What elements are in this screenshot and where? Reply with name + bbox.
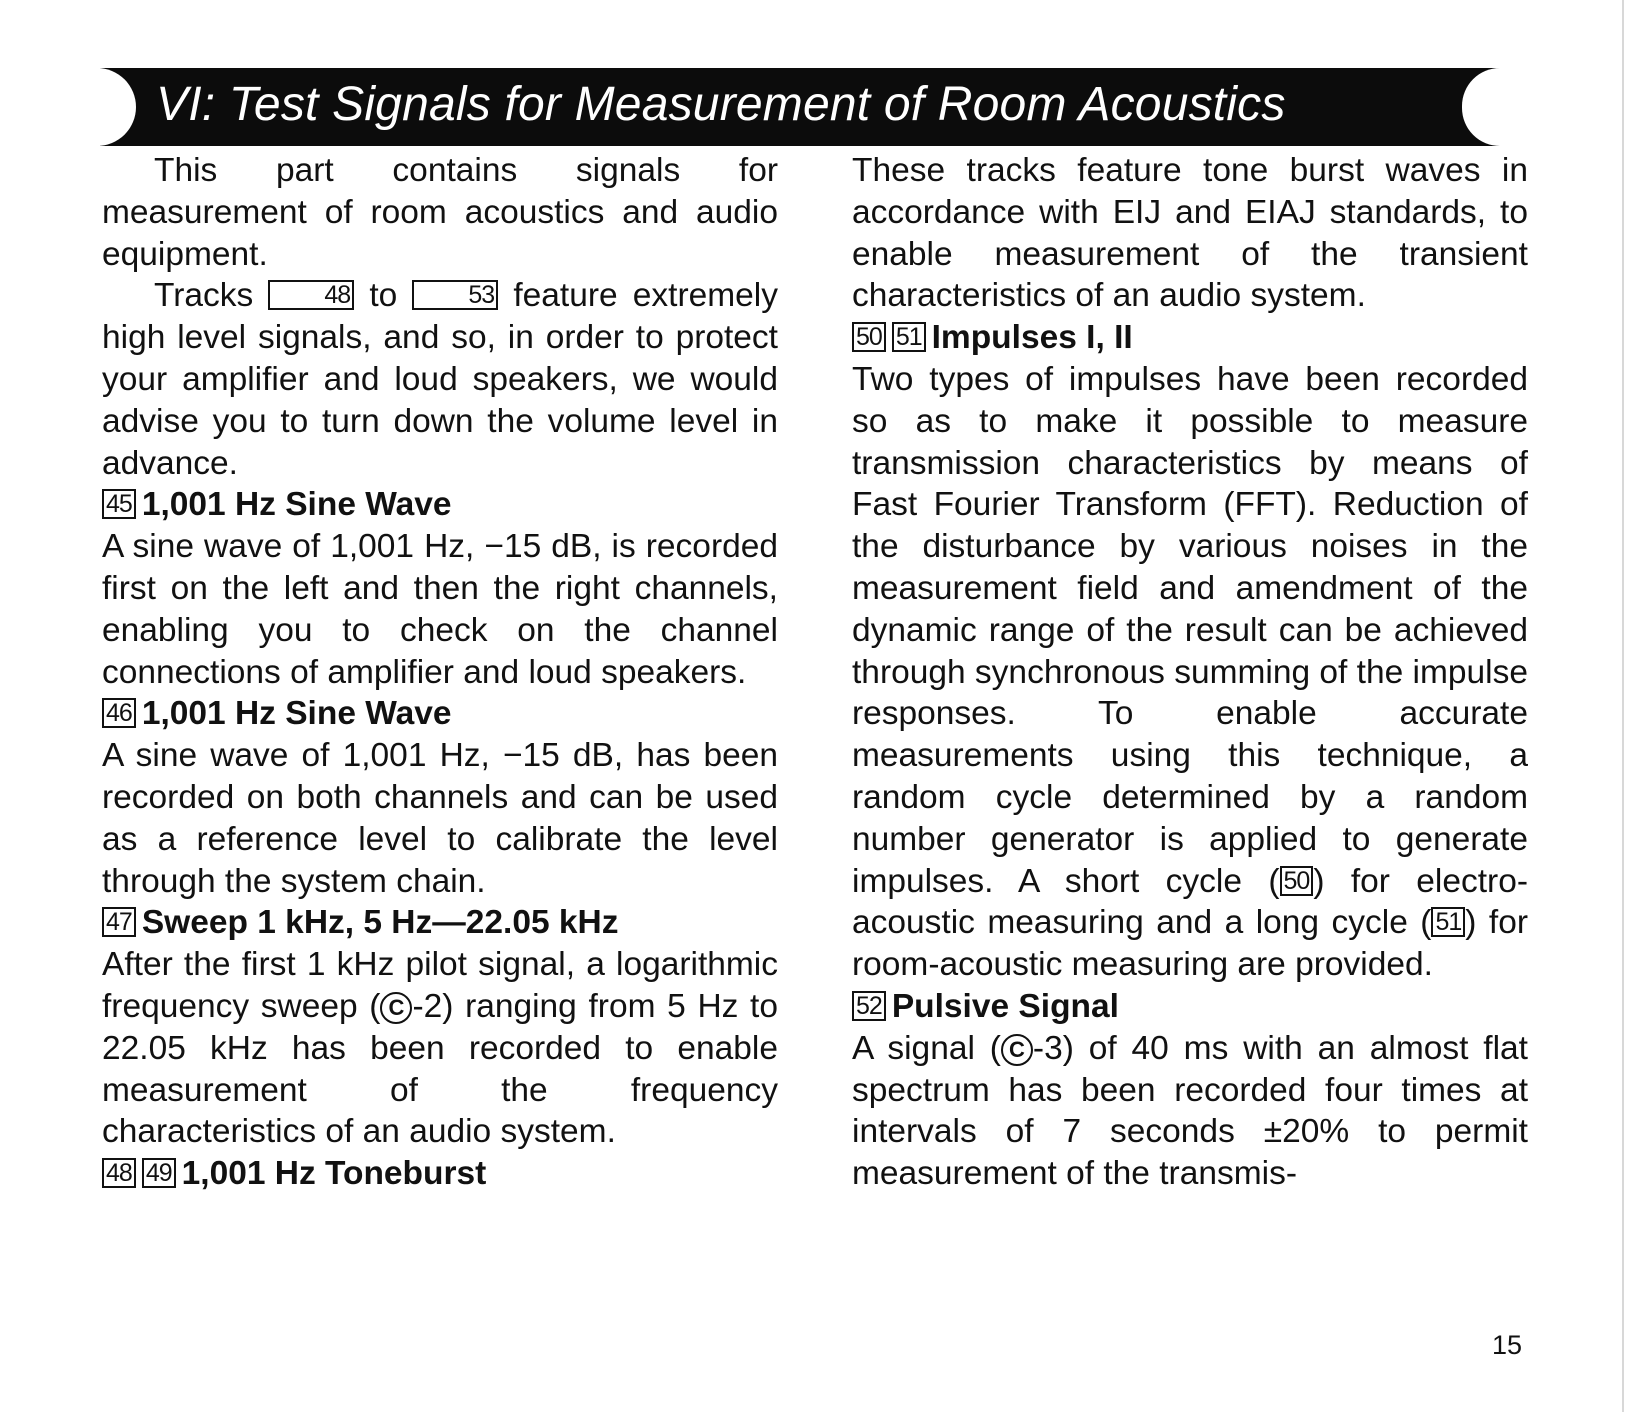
section-banner xyxy=(100,68,1500,146)
scan-edge-line xyxy=(1622,0,1624,1412)
section-heading-48-49 xyxy=(102,1153,778,1195)
section-heading-text: 1,001 Hz Sine Wave xyxy=(141,486,452,524)
track-number-box: 47 xyxy=(102,907,136,937)
track-number-box: 48 xyxy=(102,1158,136,1188)
section-heading-46 xyxy=(102,693,778,735)
section-body-50-51 xyxy=(852,359,1528,986)
track-number-box: 46 xyxy=(102,698,136,728)
section-body-45: A sine wave of 1,001 Hz, −15 dB, is recorded first on the left and then the right channels, enabling you to check on the channel connections of amplifier and loud speakers. xyxy=(102,528,778,691)
left-column xyxy=(102,150,778,1195)
section-heading-text: 1,001 Hz Sine Wave xyxy=(141,695,452,733)
track-number-box: 49 xyxy=(142,1158,176,1188)
section-heading-45 xyxy=(102,484,778,526)
track-number-box: 52 xyxy=(852,991,886,1021)
section-title: VI: Test Signals for Measurement of Room Acoustics xyxy=(156,78,1286,131)
section-heading-47 xyxy=(102,902,778,944)
section-heading-text: 1,001 Hz Toneburst xyxy=(181,1155,487,1193)
track-number-box: 51 xyxy=(1431,907,1465,937)
body-text: After the first 1 kHz pilot signal, a logarithmic frequency sweep ( xyxy=(102,946,778,1025)
banner-right-notch xyxy=(1462,68,1500,146)
circled-c-icon: C xyxy=(380,992,412,1024)
section-heading-text: Pulsive Signal xyxy=(891,987,1119,1025)
section-heading-52 xyxy=(852,986,1528,1028)
body-text: ) for room-acoustic measuring are provided. xyxy=(852,904,1528,984)
warning-text-mid: to xyxy=(354,277,413,315)
body-text: ) for electro-acoustic measuring and a long cycle ( xyxy=(852,862,1528,942)
right-column xyxy=(852,150,1528,1195)
section-heading-50-51 xyxy=(852,317,1528,359)
section-heading-text: Sweep 1 kHz, 5 Hz—22.05 kHz xyxy=(141,904,619,942)
warning-text-start: Tracks xyxy=(154,277,269,315)
track-number-box: 50 xyxy=(852,322,886,352)
page-number: 15 xyxy=(1492,1330,1523,1360)
track-number-box: 53 xyxy=(412,280,498,310)
circled-c-icon: C xyxy=(1001,1034,1033,1066)
track-number-box: 45 xyxy=(102,489,136,519)
section-body-46: A sine wave of 1,001 Hz, −15 dB, has been recorded on both channels and can be used as a reference level to calibrate the level through the system chain. xyxy=(102,737,778,900)
body-text: A signal ( xyxy=(852,1029,1001,1067)
body-text: Two types of impulses have been recorded so as to make it possible to measure transmission characteristics by means of Fast Fourier Transform (FFT). Reduction of the disturbance by various noises in the measurement field and amendment of the dynamic range of the result can be achieved through synchronous summing of the impulse responses. To enable accurate measurements using this technique, a random cycle determined by a random number generator is applied to generate impulses. A short cycle ( xyxy=(852,360,1528,900)
track-number-box: 48 xyxy=(268,280,354,310)
banner-left-notch xyxy=(94,68,136,146)
body-text: -3) of 40 ms with an almost flat spectrum has been recorded four times at intervals of 7 seconds ±20% to permit measurement of the transmis- xyxy=(852,1029,1528,1193)
warning-paragraph xyxy=(102,275,778,484)
section-body-52 xyxy=(852,1028,1528,1195)
track-number-box: 50 xyxy=(1280,866,1314,896)
track-number-box: 51 xyxy=(892,322,926,352)
warning-text-end: feature extremely high level signals, and so, in order to protect your amplifier and loud speakers, we would advise you to turn down the volume level in advance. xyxy=(102,277,778,482)
section-body-47 xyxy=(102,944,778,1153)
intro-paragraph: This part contains signals for measurement of room acoustics and audio equipment. xyxy=(102,152,778,273)
toneburst-body: These tracks feature tone burst waves in accordance with EIJ and EIAJ standards, to enable measurement of the transient characteristics of an audio system. xyxy=(852,152,1528,315)
section-heading-text: Impulses I, II xyxy=(931,319,1133,357)
body-text: -2) ranging from 5 Hz to 22.05 kHz has been recorded to enable measurement of the frequency characteristics of an audio system. xyxy=(102,987,778,1151)
